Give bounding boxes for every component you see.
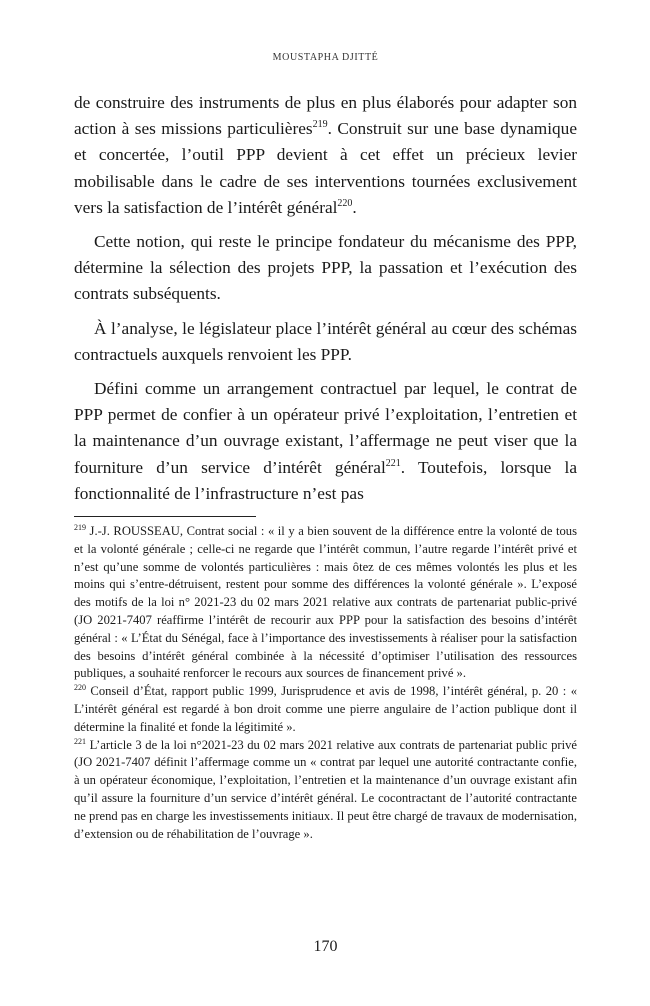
page-number: 170: [313, 938, 338, 955]
paragraph-1-text-b: . Construit sur une base dynamique et concertée, l’outil PPP devient à cet effet un précieux levier mobilisable dans le cadre de ses interventions tournées exclusivement vers la satisfaction de l’intérêt général: [74, 119, 577, 217]
paragraph-1-text-c: .: [352, 197, 357, 217]
paragraph-2: Cette notion, qui reste le principe fondateur du mécanisme des PPP, détermine la sélection des projets PPP, la passation et l’exécution des contrats subséquents.: [74, 232, 577, 304]
footnotes: [74, 523, 577, 843]
footnote-text: Conseil d’État, rapport public 1999, Jurisprudence et avis de 1998, l’intérêt général, p. 20 : « L’intérêt général est regardé à bon droit comme une pierre angulaire de l’action publique dont il détermine la finalité et fonde la légitimité ».: [74, 684, 577, 734]
paragraph-1-text-a: de construire des instruments de plus en plus élaborés pour adapter son action à ses missions particulières: [74, 93, 577, 139]
footnote-ref-220: 220: [337, 198, 353, 210]
body-text: [74, 90, 577, 515]
running-head: MOUSTAPHA DJITTÉ: [272, 52, 379, 63]
paragraph-4: [74, 376, 577, 507]
footnote-ref-219: 219: [312, 119, 328, 131]
book-page: [74, 0, 577, 1006]
footnote-221: [74, 737, 577, 844]
footnote-220: [74, 683, 577, 736]
paragraph-1: [74, 90, 577, 221]
paragraph-4-text-b: . Toutefois, lorsque la fonctionnalité de l’infrastructure n’est pas: [74, 457, 577, 503]
footnote-separator: [74, 516, 256, 517]
paragraph-3: À l’analyse, le législateur place l’intérêt général au cœur des schémas contractuels auxquels renvoient les PPP.: [74, 318, 577, 364]
footnote-text: J.-J. ROUSSEAU, Contrat social : « il y a bien souvent de la différence entre la volonté de tous et la volonté générale ; celle-ci ne regarde que l’intérêt commun, l’autre regarde l’intérêt privé et n’est qu’une somme de volontés particulières : mais ôtez de ces mêmes volontés les plus et les moins qui s’entre-détruisent, restent pour somme des différences la volonté générale ». L’exposé des motifs de la loi n° 2021-23 du 02 mars 2021 relative aux contrats de partenariat public-privé (JO 2021-7407 réaffirme l’intérêt de recourir aux PPP pour la satisfaction des besoins d’intérêt général : « L’État du Sénégal, face à l’importance des investissements à réaliser pour la satisfaction des besoins d’intérêt général combinée à la nécessité d’optimiser l’utilisation des ressources publiques, a souhaité renforcer le recours aux sources de financement privé ».: [74, 524, 577, 681]
paragraph-4-text-a: Défini comme un arrangement contractuel par lequel, le contrat de PPP permet de confier à un opérateur privé l’exploitation, l’entretien et la maintenance d’un ouvrage existant, l’affermage ne peut viser que la fourniture d’un service d’intérêt général: [74, 379, 577, 477]
footnote-ref-221: 221: [385, 457, 401, 469]
footnote-text: L’article 3 de la loi n°2021-23 du 02 mars 2021 relative aux contrats de partenariat public privé (JO 2021-7407 définit l’affermage comme un « contrat par lequel une autorité contractante confie, à un opérateur économique, l’exploitation, l’entretien et la maintenance d’un ouvrage existant afin qu’il assure la fourniture d’un service d’intérêt général. Le cocontractant de l’autorité contractante ne prend pas en charge les investissements initiaux. Il peut être chargé de travaux de modernisation, d’extension ou de réhabilitation de l’ouvrage ».: [74, 737, 577, 841]
footnote-number: 221: [74, 736, 86, 746]
footnote-219: [74, 523, 577, 683]
footnote-number: 219: [74, 522, 86, 532]
footnote-number: 220: [74, 682, 86, 692]
